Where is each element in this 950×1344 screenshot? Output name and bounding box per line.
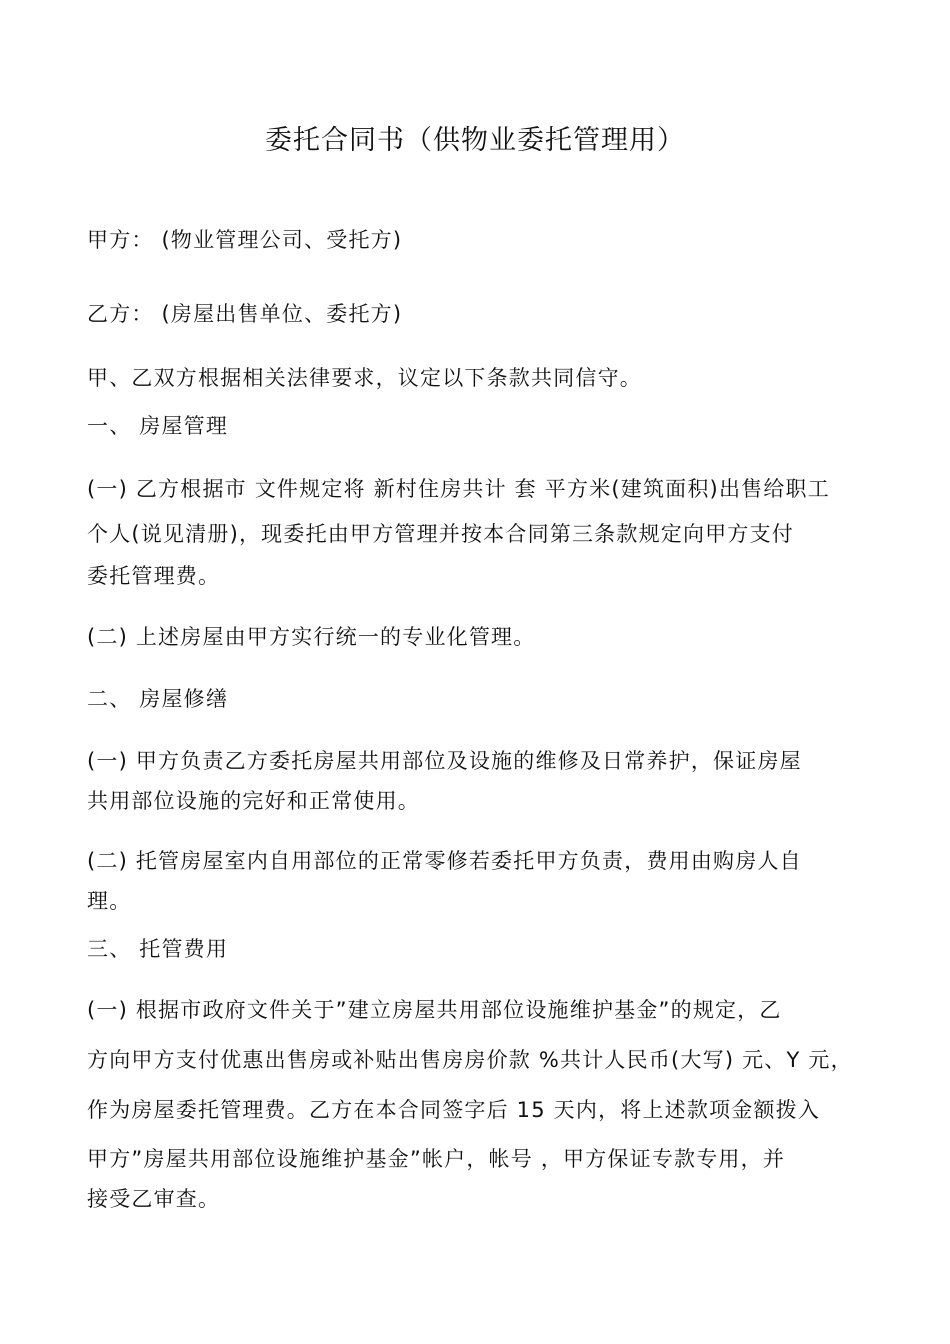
section-heading-1: 一、 房屋管理 bbox=[87, 414, 229, 438]
paragraph-line: 共用部位设施的完好和正常使用。 bbox=[87, 789, 420, 813]
preamble-line: 甲、乙双方根据相关法律要求，议定以下条款共同信守。 bbox=[87, 366, 642, 390]
paragraph-line: (一) 甲方负责乙方委托房屋共用部位及设施的维修及日常养护，保证房屋 bbox=[87, 749, 802, 773]
paragraph-line: (一) 乙方根据市 文件规定将 新村住房共计 套 平方米(建筑面积)出售给职工 bbox=[87, 477, 830, 501]
section-heading-3: 三、 托管费用 bbox=[87, 937, 229, 961]
paragraph-line: 接受乙审查。 bbox=[87, 1187, 221, 1211]
paragraph-line: 委托管理费。 bbox=[87, 564, 221, 588]
paragraph-line: (二) 托管房屋室内自用部位的正常零修若委托甲方负责，费用由购房人自 bbox=[87, 849, 802, 873]
party-b-line: 乙方： (房屋出售单位、委托方) bbox=[87, 302, 403, 326]
paragraph-line: 作为房屋委托管理费。乙方在本合同签字后 15 天内，将上述款项金额拨入 bbox=[87, 1098, 821, 1122]
paragraph-line: (二) 上述房屋由甲方实行统一的专业化管理。 bbox=[87, 625, 536, 649]
paragraph-line: (一) 根据市政府文件关于”建立房屋共用部位设施维护基金”的规定，乙 bbox=[87, 998, 782, 1022]
paragraph-line: 方向甲方支付优惠出售房或补贴出售房房价款 %共计人民币(大写) 元、Y 元， bbox=[87, 1048, 853, 1072]
paragraph-line: 理。 bbox=[87, 889, 132, 913]
section-heading-2: 二、 房屋修缮 bbox=[87, 687, 229, 711]
party-a-line: 甲方： (物业管理公司、受托方) bbox=[87, 228, 403, 252]
paragraph-line: 甲方”房屋共用部位设施维护基金”帐户，帐号 ，甲方保证专款专用，并 bbox=[87, 1147, 786, 1171]
document-title: 委托合同书（供物业委托管理用） bbox=[265, 125, 685, 156]
paragraph-line: 个人(说见清册)，现委托由甲方管理并按本合同第三条款规定向甲方支付 bbox=[87, 522, 794, 546]
